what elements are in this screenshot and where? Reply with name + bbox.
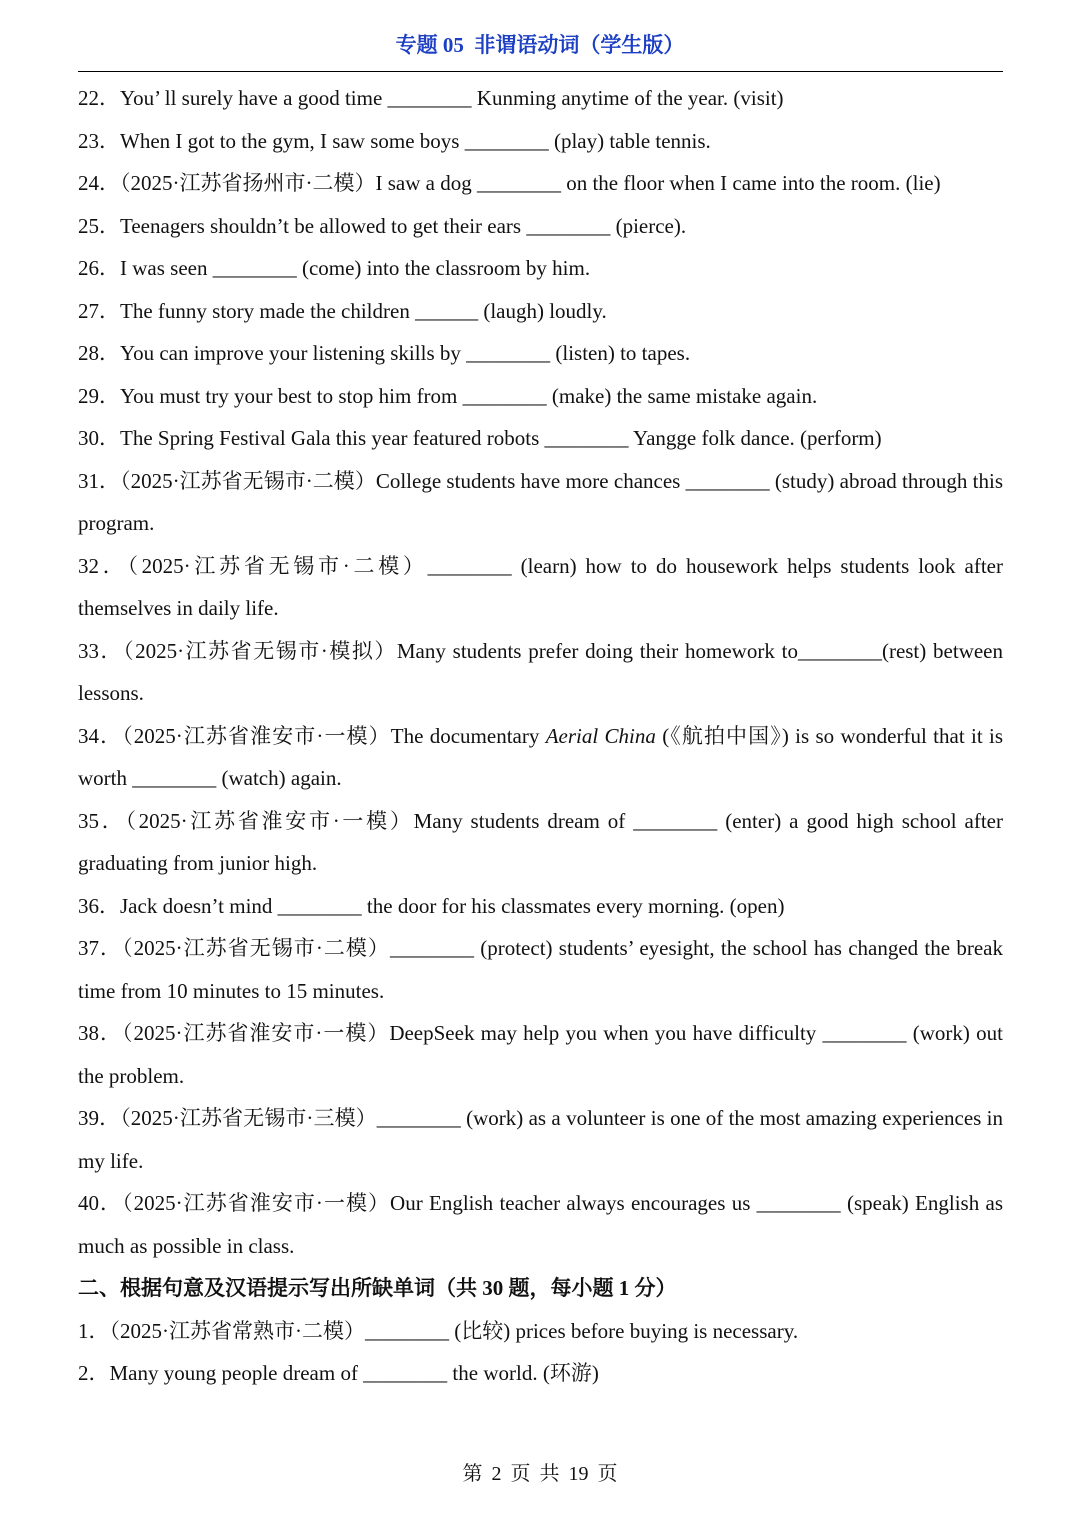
question-text: （2025·江苏省无锡市·模拟）Many students prefer doing their homework to________(rest) between lessons.	[78, 638, 1004, 705]
question-text: （2025·江苏省常熟市·二模）________ (比较) prices before buying is necessary.	[109, 1318, 799, 1343]
page-number: 第 2 页 共 19 页	[462, 1463, 618, 1485]
question-text: You’ ll surely have a good time ________ Kunming anytime of the year. (visit)	[120, 86, 784, 110]
question-number: 38．	[78, 1021, 122, 1045]
question-text: When I got to the gym, I saw some boys ________ (play) table tennis.	[120, 128, 711, 153]
question-number: 24．	[78, 171, 120, 195]
section2-question-1	[78, 1310, 1003, 1353]
question-39	[78, 1097, 1003, 1182]
question-29	[78, 375, 1003, 418]
question-text: Many young people dream of ________ the world. (环游)	[109, 1361, 599, 1385]
question-text: （2025·江苏省淮安市·一模）The documentary	[122, 723, 546, 748]
question-35	[78, 800, 1003, 885]
question-34	[78, 715, 1003, 800]
question-number: 36．	[78, 893, 120, 918]
question-31	[78, 460, 1003, 545]
question-text: （2025·江苏省淮安市·一模）Many students dream of ________ (enter) a good high school after graduating from junior high.	[78, 808, 1003, 875]
question-number: 22．	[78, 86, 120, 110]
page-title: 专题 05 非谓语动词（学生版）	[395, 33, 685, 57]
question-number: 31．	[78, 468, 121, 493]
question-text: You must try your best to stop him from ________ (make) the same mistake again.	[120, 383, 818, 408]
question-number: 37．	[78, 936, 123, 960]
section-heading: 二、根据句意及汉语提示写出所缺单词（共 30 题，每小题 1 分）	[78, 1276, 677, 1300]
question-37	[78, 927, 1003, 1012]
documentary-title: Aerial China	[545, 723, 656, 748]
question-number: 40．	[78, 1191, 123, 1215]
question-number: 33．	[78, 638, 124, 663]
question-text-continued: (《航拍中国》) is so wonderful that it is worth ________ (watch) again.	[78, 723, 1004, 790]
question-40	[78, 1182, 1003, 1267]
question-text: I was seen ________ (come) into the classroom by him.	[120, 256, 591, 280]
question-number: 1．	[78, 1318, 110, 1343]
question-text: （2025·江苏省无锡市·三模）________ (work) as a volunteer is one of the most amazing experiences in my life.	[78, 1106, 1004, 1173]
question-text: （2025·江苏省淮安市·一模）Our English teacher always encourages us ________ (speak) English as much as possible in class.	[78, 1191, 1004, 1258]
question-30	[78, 417, 1003, 460]
question-text: The Spring Festival Gala this year featured robots ________ Yangge folk dance. (perform)	[120, 426, 882, 450]
question-text: Teenagers shouldn’t be allowed to get their ears ________ (pierce).	[120, 213, 687, 238]
question-24	[78, 162, 1003, 205]
worksheet-body	[78, 77, 1003, 1395]
question-number: 26．	[78, 256, 120, 280]
question-number: 23．	[78, 128, 120, 153]
question-text: （2025·江苏省无锡市·二模）College students have more chances ________ (study) abroad through this program.	[78, 468, 1004, 535]
question-number: 39．	[78, 1106, 121, 1130]
question-32	[78, 545, 1003, 630]
question-number: 32．	[78, 553, 128, 578]
question-number: 35．	[78, 808, 126, 833]
header-divider	[78, 71, 1003, 72]
question-26	[78, 247, 1003, 290]
question-22	[78, 77, 1003, 120]
question-text: （2025·江苏省扬州市·二模）I saw a dog ________ on the floor when I came into the room. (lie)	[120, 171, 941, 195]
question-28	[78, 332, 1003, 375]
question-text: （2025·江苏省无锡市·二模）________ (protect) students’ eyesight, the school has changed the break time from 10 minutes to 15 minutes.	[78, 936, 1004, 1003]
question-text: （2025·江苏省淮安市·一模）DeepSeek may help you when you have difficulty ________ (work) out the problem.	[78, 1021, 1003, 1088]
question-27	[78, 290, 1003, 333]
question-number: 2．	[78, 1361, 110, 1385]
question-text: The funny story made the children ______ (laugh) loudly.	[120, 298, 607, 323]
question-33	[78, 630, 1003, 715]
question-number: 29．	[78, 383, 120, 408]
question-number: 27．	[78, 298, 120, 323]
question-text: （2025·江苏省无锡市·二模）________ (learn) how to do housework helps students look after themselves in daily life.	[78, 553, 1003, 620]
question-38	[78, 1012, 1003, 1097]
question-number: 25．	[78, 213, 120, 238]
question-text: Jack doesn’t mind ________ the door for his classmates every morning. (open)	[120, 893, 785, 918]
question-text: You can improve your listening skills by ________ (listen) to tapes.	[120, 341, 691, 365]
question-number: 34．	[78, 723, 123, 748]
question-23	[78, 120, 1003, 163]
question-number: 30．	[78, 426, 120, 450]
question-25	[78, 205, 1003, 248]
question-36	[78, 885, 1003, 928]
question-number: 28．	[78, 341, 120, 365]
section2-question-2	[78, 1352, 1003, 1395]
